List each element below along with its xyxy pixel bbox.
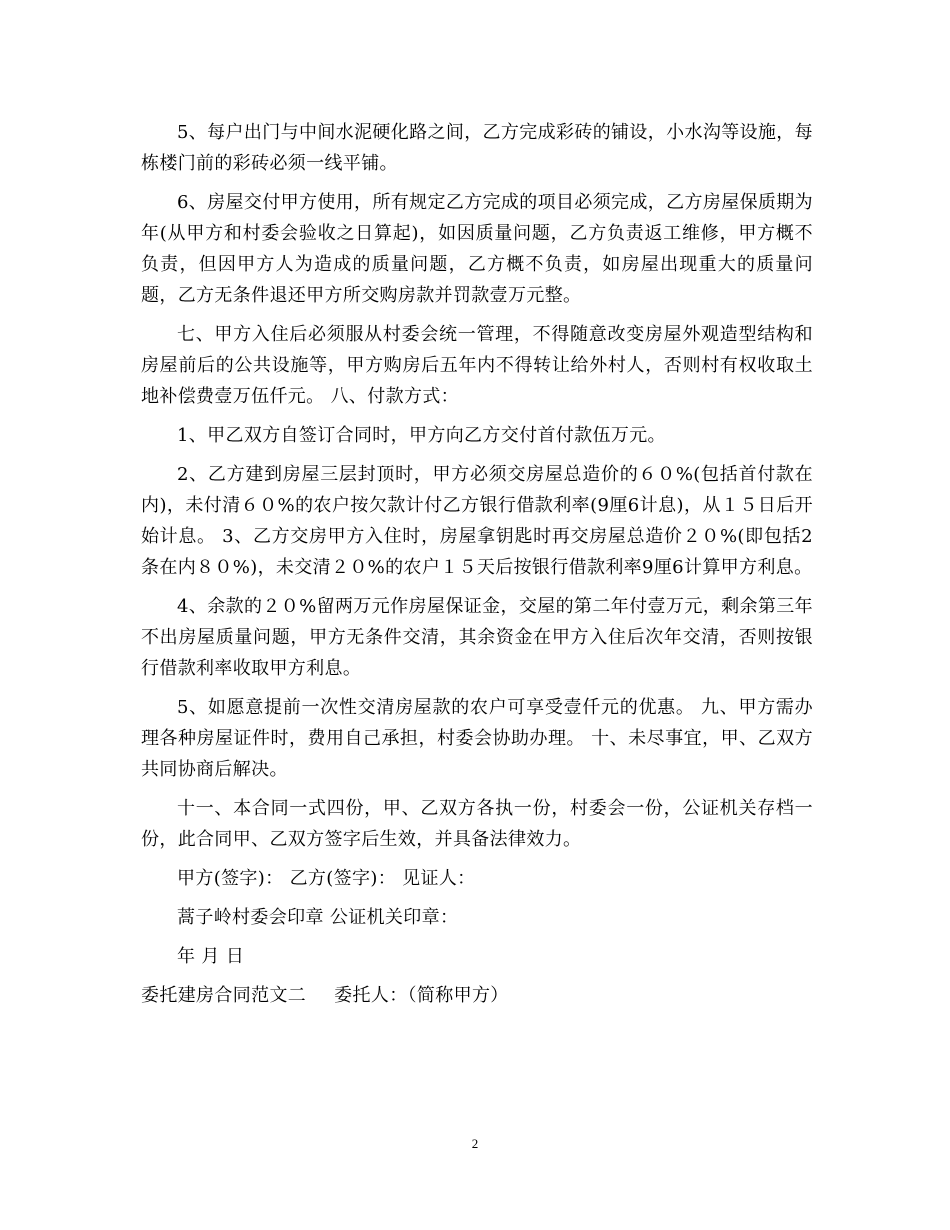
paragraph-payment-4: 4、余款的２０%留两万元作房屋保证金，交屋的第二年付壹万元，剩余第三年不出房屋质量问题，甲方无条件交清，其余资金在甲方入住后次年交清，否则按银行借款利率收取甲方利息。 [141, 596, 813, 679]
date-line: 年 月 日 [177, 946, 245, 967]
next-section-title: 委托建房合同范文二 [141, 985, 307, 1006]
paragraph-item-6: 6、房屋交付甲方使用，所有规定乙方完成的项目必须完成，乙方房屋保质期为年(从甲方和村委会验收之日算起)，如因质量问题，乙方负责返工维修，甲方概不负责，但因甲方人为造成的质量问题，乙方概不负责，如房屋出现重大的质量问题，乙方无条件退还甲方所交购房款并罚款壹万元整。 [141, 192, 813, 306]
document-body [141, 117, 813, 1019]
signature-line: 甲方(签字)： 乙方(签字)： 见证人： [177, 868, 476, 889]
paragraph-item-5: 5、每户出门与中间水泥硬化路之间，乙方完成彩砖的铺设，小水沟等设施，每栋楼门前的彩砖必须一线平铺。 [141, 122, 813, 174]
seal-line: 蒿子岭村委会印章 公证机关印章： [177, 907, 459, 928]
paragraph-payment-1: 1、甲乙双方自签订合同时，甲方向乙方交付首付款伍万元。 [177, 425, 666, 446]
next-section-line [141, 980, 813, 1011]
paragraph-clause-11: 十一、本合同一式四份，甲、乙双方各执一份，村委会一份，公证机关存档一份，此合同甲、乙双方签字后生效，并具备法律效力。 [141, 798, 813, 850]
paragraph-payment-2: 2、乙方建到房屋三层封顶时，甲方必须交房屋总造价的６０%(包括首付款在内)，未付清６０%的农户按欠款计付乙方银行借款利率(9厘6计息)，从１５日后开始计息。 3、乙方交房甲方入住时，房屋拿钥匙时再交房屋总造价２０%(即包括2条在内８０%)，未交清２０%的农户１５天后按银行借款利率9厘6计算甲方利息。 [141, 464, 813, 578]
next-section-party: 委托人：（简称甲方） [334, 985, 509, 1006]
page-number: 2 [471, 1136, 479, 1151]
paragraph-clause-7: 七、甲方入住后必须服从村委会统一管理，不得随意改变房屋外观造型结构和房屋前后的公共设施等，甲方购房后五年内不得转让给外村人，否则村有权收取土地补偿费壹万伍仟元。 八、付款方式： [141, 324, 813, 407]
paragraph-payment-5: 5、如愿意提前一次性交清房屋款的农户可享受壹仟元的优惠。 九、甲方需办理各种房屋证件时，费用自己承担，村委会协助办理。 十、未尽事宜，甲、乙双方共同协商后解决。 [141, 697, 813, 780]
